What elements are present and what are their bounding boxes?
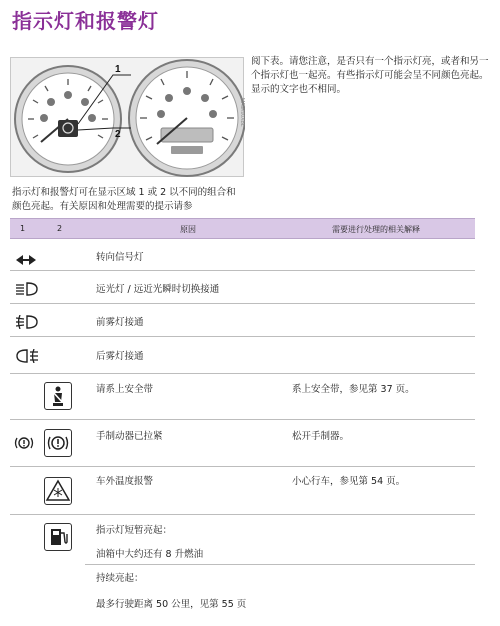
row-reason: 指示灯短暂亮起： — [96, 525, 173, 536]
intro-paragraph: 阅下表。请您注意，是否只有一个指示灯亮，或者和另一个指示灯也一起亮。有些指示灯可能会呈不同颜色亮起。显示的文字也不相同。 — [251, 56, 489, 95]
row-reason-detail: 油箱中大约还有 8 升燃油 — [96, 549, 204, 560]
rear-fog-icon — [16, 348, 38, 367]
seatbelt-icon — [44, 382, 72, 410]
figure-side-code: MA6K00XBL — [239, 98, 245, 127]
table-row — [10, 420, 475, 467]
row-reason: 转向信号灯 — [96, 252, 144, 263]
row-action: 小心行车，参见第 54 页。 — [292, 476, 406, 487]
table-row — [10, 304, 475, 337]
table-header — [10, 218, 475, 239]
legend-paragraph: 指示灯和报警灯可在显示区域 1 或 2 以不同的组合和颜色亮起。有关原因和处理需要的提示请参 — [12, 187, 236, 212]
front-fog-icon — [16, 314, 38, 333]
header-col-2: 2 — [57, 224, 63, 233]
row-action: 系上安全带，参见第 37 页。 — [292, 384, 415, 395]
callout-label-1: 1 — [115, 64, 121, 75]
row-reason: 车外温度报警 — [96, 476, 154, 487]
table-row — [10, 240, 475, 271]
table-row — [10, 271, 475, 304]
row-reason-steady-detail: 最多行驶距离 50 公里，见第 55 页 — [96, 599, 247, 610]
table-row — [10, 337, 475, 374]
header-reason: 原因 — [180, 225, 196, 234]
table-row — [10, 515, 475, 621]
header-col-1: 1 — [20, 224, 26, 233]
row-reason: 后雾灯接通 — [96, 351, 144, 362]
row-reason-steady: 持续亮起： — [96, 573, 144, 584]
table-row — [10, 467, 475, 515]
row-reason: 远光灯 / 远近光瞬时切换接通 — [96, 284, 220, 295]
row-reason: 前雾灯接通 — [96, 317, 144, 328]
row-reason: 手制动器已拉紧 — [96, 431, 163, 442]
fuel-pump-icon — [44, 523, 72, 551]
callout-label-2: 2 — [115, 129, 121, 140]
page-title: 指示灯和报警灯 — [12, 9, 159, 33]
row-reason: 请系上安全带 — [96, 384, 154, 395]
parking-brake-red-icon — [14, 435, 34, 454]
high-beam-icon — [16, 281, 38, 300]
header-action: 需要进行处理的相关解释 — [332, 225, 420, 234]
ice-warning-icon — [44, 477, 72, 505]
table-row — [10, 374, 475, 420]
instrument-cluster-figure — [10, 57, 244, 177]
turn-signal-icon — [16, 250, 36, 269]
row-action: 松开手制器。 — [292, 431, 350, 442]
parking-brake-icon — [44, 429, 72, 457]
